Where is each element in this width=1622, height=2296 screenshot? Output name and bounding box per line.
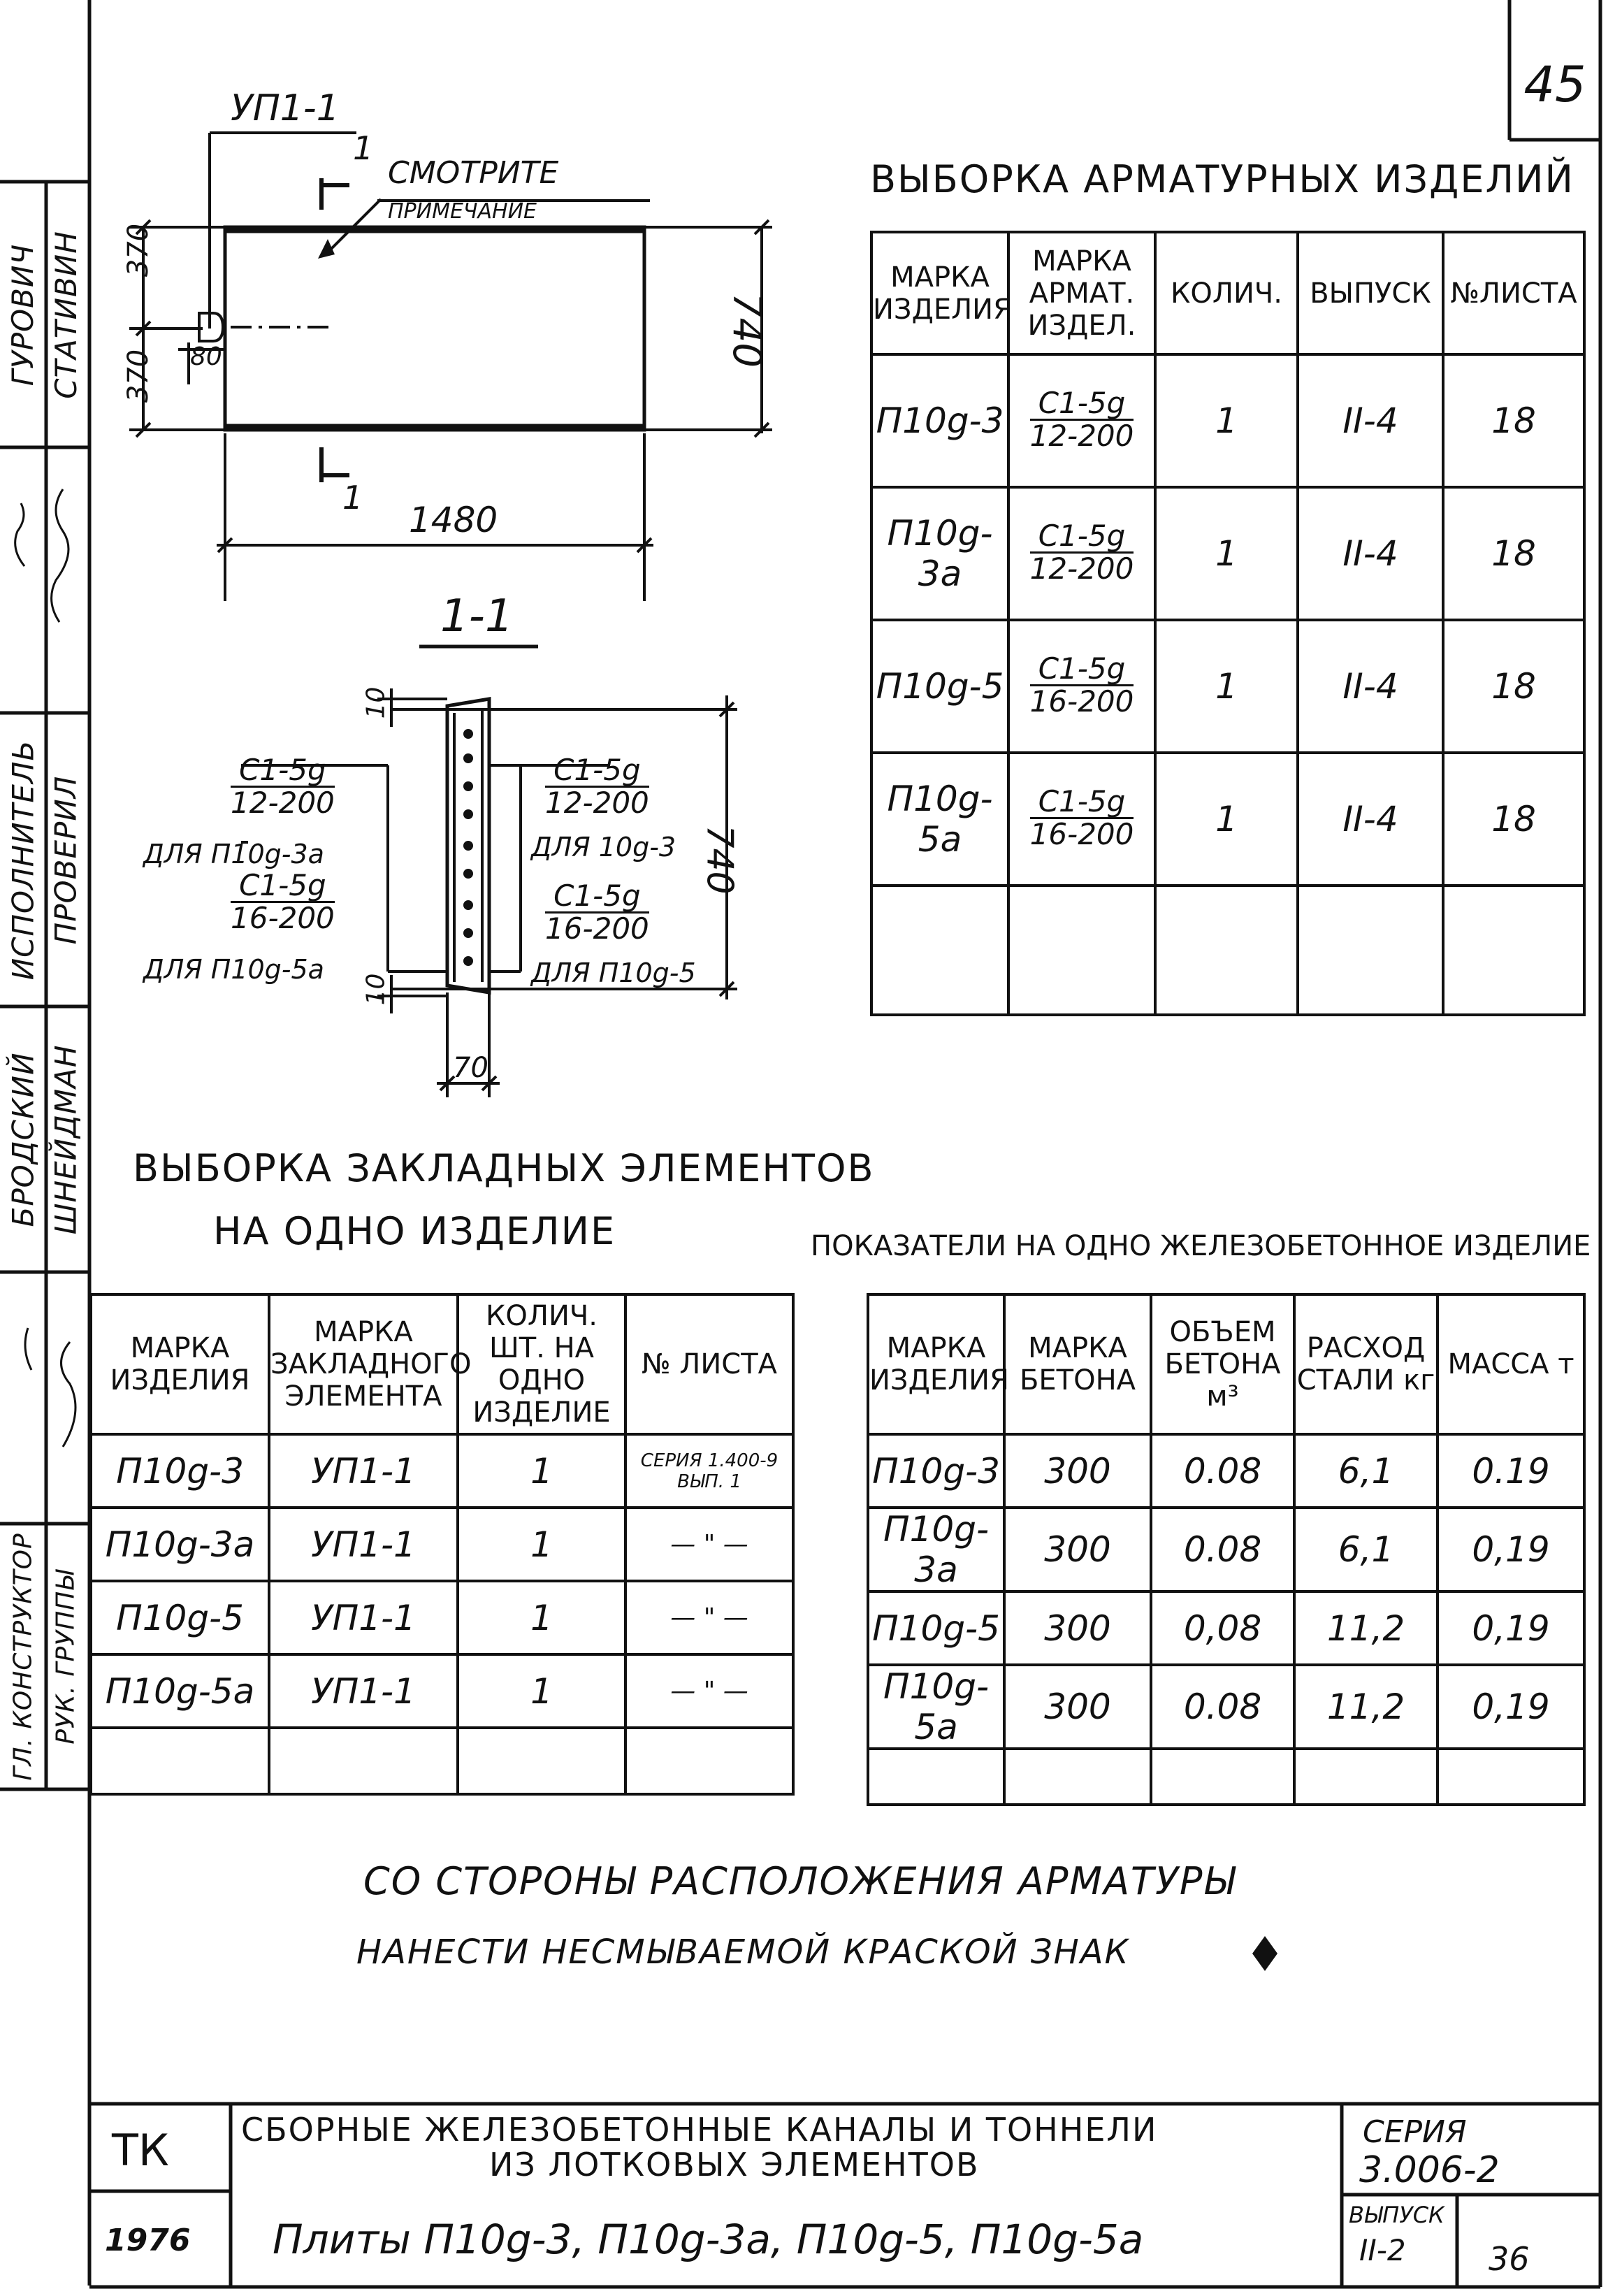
left-rebar-label-1: $\frac{C1-5g}{12-200}$ <box>231 753 335 820</box>
ind-cell-volume: 0,08 <box>1151 1591 1294 1665</box>
embed-header-element: МАРКА ЗАКЛАДНОГО ЭЛЕМЕНТА <box>269 1294 458 1434</box>
ind-cell-mark: П10g-5 <box>868 1591 1004 1665</box>
title-block-code: ТК <box>112 2125 169 2176</box>
indicators-table-title: ПОКАЗАТЕЛИ НА ОДНО ЖЕЛЕЗОБЕТОННОЕ ИЗДЕЛИЕ <box>811 1230 1591 1262</box>
ind-cell-steel: 11,2 <box>1294 1665 1438 1749</box>
title-block-title-line1: СБОРНЫЕ ЖЕЛЕЗОБЕТОННЫЕ КАНАЛЫ И ТОННЕЛИ <box>241 2111 1158 2149</box>
ind-cell-steel: 11,2 <box>1294 1591 1438 1665</box>
dim-740: 740 <box>723 293 769 368</box>
embed-cell-mark: П10g-3а <box>91 1508 269 1581</box>
embed-cell-mark: П10g-5а <box>91 1654 269 1728</box>
rebar-cell-sheet: 18 <box>1443 354 1584 487</box>
embed-cell-sheet: СЕРИЯ 1.400-9 ВЫП. 1 <box>625 1434 793 1508</box>
embed-table-title-line2: НА ОДНО ИЗДЕЛИЕ <box>213 1209 616 1253</box>
stamp-role-checked: ПРОВЕРИЛ <box>48 775 83 944</box>
embed-header-qty: КОЛИЧ. ШТ. НА ОДНО ИЗДЕЛИЕ <box>458 1294 625 1434</box>
embed-cell-sheet: — " — <box>625 1508 793 1581</box>
indicators-header-product: МАРКА ИЗДЕЛИЯ <box>868 1294 1004 1434</box>
indicators-header-steel: РАСХОД СТАЛИ кг <box>1294 1294 1438 1434</box>
rebar-cell-qty: 1 <box>1155 487 1298 620</box>
note-reference-line2: ПРИМЕЧАНИЕ <box>388 199 537 224</box>
section-mark-bottom: 1 <box>342 479 363 517</box>
stamp-name-gurovich: ГУРОВИЧ <box>6 243 41 386</box>
indicators-header-concrete: МАРКА БЕТОНА <box>1004 1294 1151 1434</box>
rebar-cell-qty: 1 <box>1155 753 1298 886</box>
title-block-page: 36 <box>1489 2240 1530 2278</box>
rebar-table-title: ВЫБОРКА АРМАТУРНЫХ ИЗДЕЛИЙ <box>870 157 1574 201</box>
title-block-series-label: СЕРИЯ <box>1363 2114 1467 2150</box>
dim-370-bottom: 370 <box>122 349 155 403</box>
embed-cell-qty: 1 <box>458 1654 625 1728</box>
embed-cell-qty: 1 <box>458 1581 625 1654</box>
right-rebar-label-1: $\frac{C1-5g}{12-200}$ <box>545 753 649 820</box>
rebar-cell-issue: II-4 <box>1298 620 1443 753</box>
embed-cell-mark: П10g-3 <box>91 1434 269 1508</box>
title-block-issue-label: ВЫПУСК <box>1349 2202 1444 2228</box>
stamp-role-group-head: РУК. ГРУППЫ <box>51 1568 80 1745</box>
embed-cell-sheet: — " — <box>625 1654 793 1728</box>
indicators-header-volume: ОБЪЕМ БЕТОНА м³ <box>1151 1294 1294 1434</box>
title-block-issue-value: II-2 <box>1359 2233 1406 2267</box>
rebar-cell-sheet: 18 <box>1443 620 1584 753</box>
rebar-header-product: МАРКА ИЗДЕЛИЯ <box>871 232 1008 354</box>
stamp-role-chief-designer: ГЛ. КОНСТРУКТОР <box>8 1532 38 1781</box>
dim-370-top: 370 <box>122 223 155 277</box>
sheet-number: 45 <box>1523 56 1586 113</box>
embed-header-sheet: № ЛИСТА <box>625 1294 793 1434</box>
section-mark-top: 1 <box>353 129 374 167</box>
ind-cell-steel: 6,1 <box>1294 1434 1438 1508</box>
dim-80: 80 <box>190 342 222 371</box>
embed-cell-qty: 1 <box>458 1434 625 1508</box>
rebar-cell-issue: II-4 <box>1298 753 1443 886</box>
embed-header-product: МАРКА ИЗДЕЛИЯ <box>91 1294 269 1434</box>
ind-cell-steel: 6,1 <box>1294 1508 1438 1591</box>
embed-cell-mark: П10g-5 <box>91 1581 269 1654</box>
note-line1: СО СТОРОНЫ РАСПОЛОЖЕНИЯ АРМАТУРЫ <box>363 1859 1236 1903</box>
rebar-cell-qty: 1 <box>1155 620 1298 753</box>
ind-cell-concrete: 300 <box>1004 1665 1151 1749</box>
ind-cell-volume: 0.08 <box>1151 1508 1294 1591</box>
ind-cell-volume: 0.08 <box>1151 1665 1294 1749</box>
rebar-cell-mark: П10g-5а <box>871 753 1008 886</box>
embed-table-title-line1: ВЫБОРКА ЗАКЛАДНЫХ ЭЛЕМЕНТОВ <box>133 1146 875 1190</box>
stamp-name-brodsky: БРОДСКИЙ <box>6 1052 41 1227</box>
section-title: 1-1 <box>440 591 514 642</box>
title-block-subtitle: Плиты П10g-3, П10g-3а, П10g-5, П10g-5а <box>273 2216 1144 2263</box>
ind-cell-concrete: 300 <box>1004 1591 1151 1665</box>
ind-cell-concrete: 300 <box>1004 1434 1151 1508</box>
rebar-cell-frac: $\frac{C1-5g}{16-200}$ <box>1008 753 1155 886</box>
rebar-header-sheet: №ЛИСТА <box>1443 232 1584 354</box>
rebar-header-qty: КОЛИЧ. <box>1155 232 1298 354</box>
ind-cell-mark: П10g-3 <box>868 1434 1004 1508</box>
left-rebar-label-2: $\frac{C1-5g}{16-200}$ <box>231 868 335 935</box>
dim-10-top: 10 <box>361 686 391 719</box>
plan-title: УП1-1 <box>231 87 340 129</box>
rebar-cell-mark: П10g-3а <box>871 487 1008 620</box>
ind-cell-mass: 0,19 <box>1438 1508 1584 1591</box>
ind-cell-concrete: 300 <box>1004 1508 1151 1591</box>
ind-cell-mass: 0,19 <box>1438 1665 1584 1749</box>
dim-740-section: 740 <box>698 825 741 895</box>
ind-cell-mark: П10g-3а <box>868 1508 1004 1591</box>
stamp-name-shneidman: ШНЕЙДМАН <box>48 1044 83 1234</box>
ind-cell-mark: П10g-5а <box>868 1665 1004 1749</box>
title-block-series-value: 3.006-2 <box>1359 2149 1500 2191</box>
stamp-name-stativin: СТАТИВИН <box>48 230 83 399</box>
embed-cell-qty: 1 <box>458 1508 625 1581</box>
embed-cell-element: УП1-1 <box>269 1581 458 1654</box>
title-block-year: 1976 <box>105 2223 191 2258</box>
rebar-cell-frac: $\frac{C1-5g}{12-200}$ <box>1008 354 1155 487</box>
indicators-header-mass: МАССА т <box>1438 1294 1584 1434</box>
left-rebar-for-1: ДЛЯ П10g-3а <box>143 839 324 869</box>
embed-cell-element: УП1-1 <box>269 1434 458 1508</box>
rebar-cell-mark: П10g-3 <box>871 354 1008 487</box>
rebar-cell-frac: $\frac{C1-5g}{16-200}$ <box>1008 620 1155 753</box>
ind-cell-mass: 0,19 <box>1438 1591 1584 1665</box>
right-rebar-for-2: ДЛЯ П10g-5 <box>531 958 696 988</box>
rebar-cell-frac: $\frac{C1-5g}{12-200}$ <box>1008 487 1155 620</box>
rebar-cell-issue: II-4 <box>1298 487 1443 620</box>
rebar-header-issue: ВЫПУСК <box>1298 232 1443 354</box>
rebar-cell-qty: 1 <box>1155 354 1298 487</box>
dim-10-bottom: 10 <box>361 973 391 1006</box>
rebar-cell-issue: II-4 <box>1298 354 1443 487</box>
embed-cell-element: УП1-1 <box>269 1508 458 1581</box>
left-rebar-for-2: ДЛЯ П10g-5а <box>143 954 324 985</box>
rebar-cell-sheet: 18 <box>1443 753 1584 886</box>
rebar-header-rebar-mark: МАРКА АРМАТ. ИЗДЕЛ. <box>1008 232 1155 354</box>
right-rebar-for-1: ДЛЯ 10g-3 <box>531 832 676 862</box>
dim-70: 70 <box>453 1052 488 1084</box>
note-reference-line1: СМОТРИТЕ <box>388 155 559 191</box>
right-rebar-label-2: $\frac{C1-5g}{16-200}$ <box>545 879 649 946</box>
rebar-cell-mark: П10g-5 <box>871 620 1008 753</box>
embed-cell-element: УП1-1 <box>269 1654 458 1728</box>
embed-cell-sheet: — " — <box>625 1581 793 1654</box>
title-block-title-line2: ИЗ ЛОТКОВЫХ ЭЛЕМЕНТОВ <box>489 2146 980 2183</box>
rebar-cell-sheet: 18 <box>1443 487 1584 620</box>
ind-cell-mass: 0.19 <box>1438 1434 1584 1508</box>
note-line2: НАНЕСТИ НЕСМЫВАЕМОЙ КРАСКОЙ ЗНАК <box>356 1933 1130 1972</box>
stamp-role-executor: ИСПОЛНИТЕЛЬ <box>6 739 41 980</box>
ind-cell-volume: 0.08 <box>1151 1434 1294 1508</box>
dim-1480: 1480 <box>409 500 498 540</box>
